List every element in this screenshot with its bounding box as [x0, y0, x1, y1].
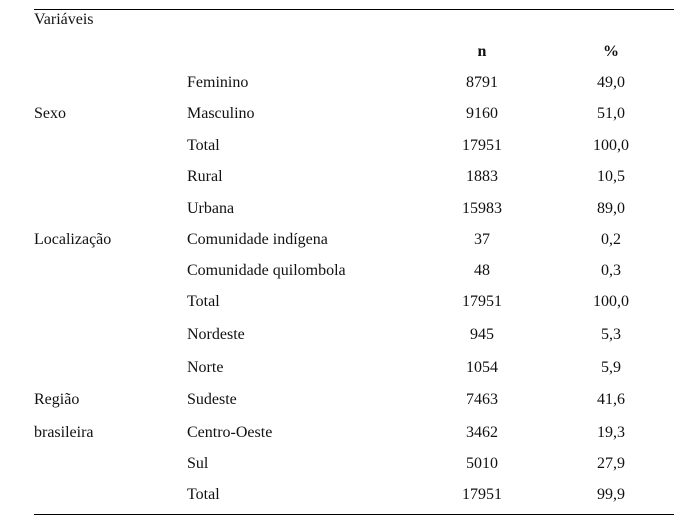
- row-category: Urbana: [187, 200, 235, 217]
- row-category: Sudeste: [187, 391, 237, 408]
- row-n: 3462: [466, 424, 498, 441]
- variables-header: Variáveis: [34, 11, 94, 28]
- row-percent: 100,0: [593, 293, 629, 310]
- row-n: 9160: [466, 105, 498, 122]
- row-category: Comunidade quilombola: [187, 262, 346, 279]
- row-percent: 27,9: [597, 455, 625, 472]
- row-n: 1883: [466, 168, 498, 185]
- row-category: Norte: [187, 359, 224, 376]
- row-percent: 19,3: [597, 424, 625, 441]
- row-category: Nordeste: [187, 326, 245, 343]
- row-percent: 99,9: [597, 486, 625, 503]
- group-label-sexo: Sexo: [34, 105, 66, 122]
- row-category: Masculino: [187, 105, 255, 122]
- row-n: 7463: [466, 391, 498, 408]
- group-label-regiao-line1: Região: [34, 391, 80, 408]
- row-percent: 89,0: [597, 200, 625, 217]
- row-percent: 10,5: [597, 168, 625, 185]
- row-category: Total: [187, 137, 220, 154]
- row-n: 17951: [462, 137, 502, 154]
- row-n: 48: [474, 262, 490, 279]
- row-n: 945: [470, 326, 494, 343]
- row-percent: 49,0: [597, 74, 625, 91]
- row-category: Total: [187, 486, 220, 503]
- row-n: 8791: [466, 74, 498, 91]
- column-header-percent: %: [603, 43, 619, 60]
- row-category: Total: [187, 293, 220, 310]
- row-n: 1054: [466, 359, 498, 376]
- column-header-n: n: [477, 43, 487, 60]
- group-label-regiao-line2: brasileira: [34, 424, 94, 441]
- table-bottom-rule: [34, 514, 674, 515]
- group-label-localizacao: Localização: [34, 231, 112, 248]
- row-n: 5010: [466, 455, 498, 472]
- table-top-rule: [34, 9, 674, 10]
- row-percent: 5,9: [601, 359, 621, 376]
- row-n: 17951: [462, 293, 502, 310]
- row-percent: 41,6: [597, 391, 625, 408]
- row-n: 15983: [462, 200, 502, 217]
- row-n: 17951: [462, 486, 502, 503]
- row-percent: 51,0: [597, 105, 625, 122]
- row-percent: 0,2: [601, 231, 621, 248]
- row-category: Feminino: [187, 74, 249, 91]
- row-percent: 0,3: [601, 262, 621, 279]
- row-category: Sul: [187, 455, 209, 472]
- row-category: Comunidade indígena: [187, 231, 328, 248]
- row-percent: 5,3: [601, 326, 621, 343]
- row-category: Rural: [187, 168, 223, 185]
- row-n: 37: [474, 231, 490, 248]
- row-percent: 100,0: [593, 137, 629, 154]
- row-category: Centro-Oeste: [187, 424, 273, 441]
